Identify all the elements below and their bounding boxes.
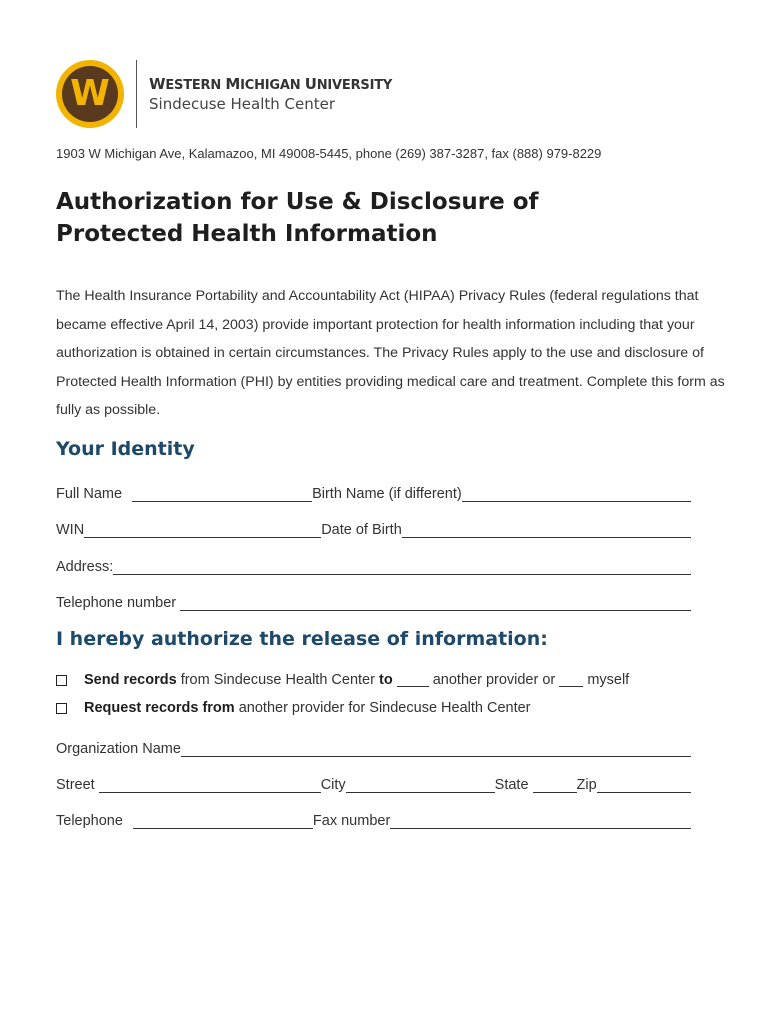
request-records-text: another provider for Sindecuse Health Center: [238, 700, 531, 716]
win-field[interactable]: [84, 521, 321, 538]
org-telephone-label: Telephone: [56, 813, 123, 829]
health-center-name: Sindecuse Health Center: [149, 95, 336, 113]
city-label: City: [320, 777, 346, 793]
send-records-label: Send records: [84, 672, 177, 688]
telephone-label: Telephone number: [56, 595, 177, 611]
city-field[interactable]: [346, 776, 495, 793]
row-telephone-fax: [56, 807, 691, 829]
zip-field[interactable]: [597, 776, 691, 793]
address-label: Address:: [56, 559, 114, 575]
organization-name-field[interactable]: [181, 740, 691, 757]
street-label: Street: [56, 777, 95, 793]
telephone-field[interactable]: [180, 594, 691, 611]
win-label: WIN: [56, 522, 85, 538]
row-organization: [56, 735, 691, 757]
myself-blank[interactable]: [559, 674, 583, 687]
full-name-label: Full Name: [56, 486, 123, 502]
street-field[interactable]: [99, 776, 321, 793]
row-full-name: [56, 480, 691, 502]
row-win: [56, 516, 691, 538]
option-request-records: [56, 700, 531, 716]
wmu-logo-letter: W: [70, 73, 110, 114]
section-your-identity: Your Identity: [56, 438, 195, 460]
address-field[interactable]: [113, 558, 691, 575]
myself-text: myself: [587, 672, 630, 688]
option-send-records: [56, 672, 629, 688]
birth-name-field[interactable]: [462, 485, 691, 502]
fax-number-field[interactable]: [390, 812, 691, 829]
zip-label: Zip: [576, 777, 597, 793]
dob-label: Date of Birth: [321, 522, 402, 538]
fax-number-label: Fax number: [312, 813, 391, 829]
another-provider-blank[interactable]: [397, 674, 429, 687]
request-records-label: Request records from: [84, 700, 235, 716]
section-authorize-release: I hereby authorize the release of information:: [56, 628, 548, 650]
header: [56, 58, 392, 130]
contact-address: 1903 W Michigan Ave, Kalamazoo, MI 49008-5445, phone (269) 387-3287, fax (888) 979-8229: [56, 146, 602, 161]
dob-field[interactable]: [402, 521, 691, 538]
send-to-label: to: [378, 672, 393, 688]
row-street: [56, 771, 691, 793]
full-name-field[interactable]: [132, 485, 312, 502]
brand-block: [149, 75, 392, 113]
title-line-1: Authorization for Use & Disclosure of: [56, 189, 539, 215]
row-telephone: [56, 589, 691, 611]
university-name: WESTERN MICHIGAN UNIVERSITY: [149, 75, 393, 93]
state-label: State: [494, 777, 529, 793]
state-field[interactable]: [533, 776, 577, 793]
wmu-logo: [56, 60, 124, 128]
send-records-text: from Sindecuse Health Center: [180, 672, 375, 688]
organization-name-label: Organization Name: [56, 741, 181, 757]
title-line-2: Protected Health Information: [56, 221, 438, 247]
wmu-logo-inner: [62, 66, 118, 122]
send-records-checkbox[interactable]: [56, 675, 67, 686]
another-provider-text: another provider or: [432, 672, 556, 688]
birth-name-label: Birth Name (if different): [312, 486, 462, 502]
org-telephone-field[interactable]: [133, 812, 313, 829]
document-title: [56, 186, 696, 250]
row-address: [56, 553, 691, 575]
intro-paragraph: The Health Insurance Portability and Accountability Act (HIPAA) Privacy Rules (federal regulations that became effective April 14, 2003) provide important protection for health information including that your authorization is obtained in certain circumstances. The Privacy Rules apply to the use and disclosure of Protected Health Information (PHI) by entities providing medical care and treatment. Complete this form as fully as possible.: [56, 288, 725, 418]
request-records-checkbox[interactable]: [56, 703, 67, 714]
header-divider: [136, 60, 137, 128]
